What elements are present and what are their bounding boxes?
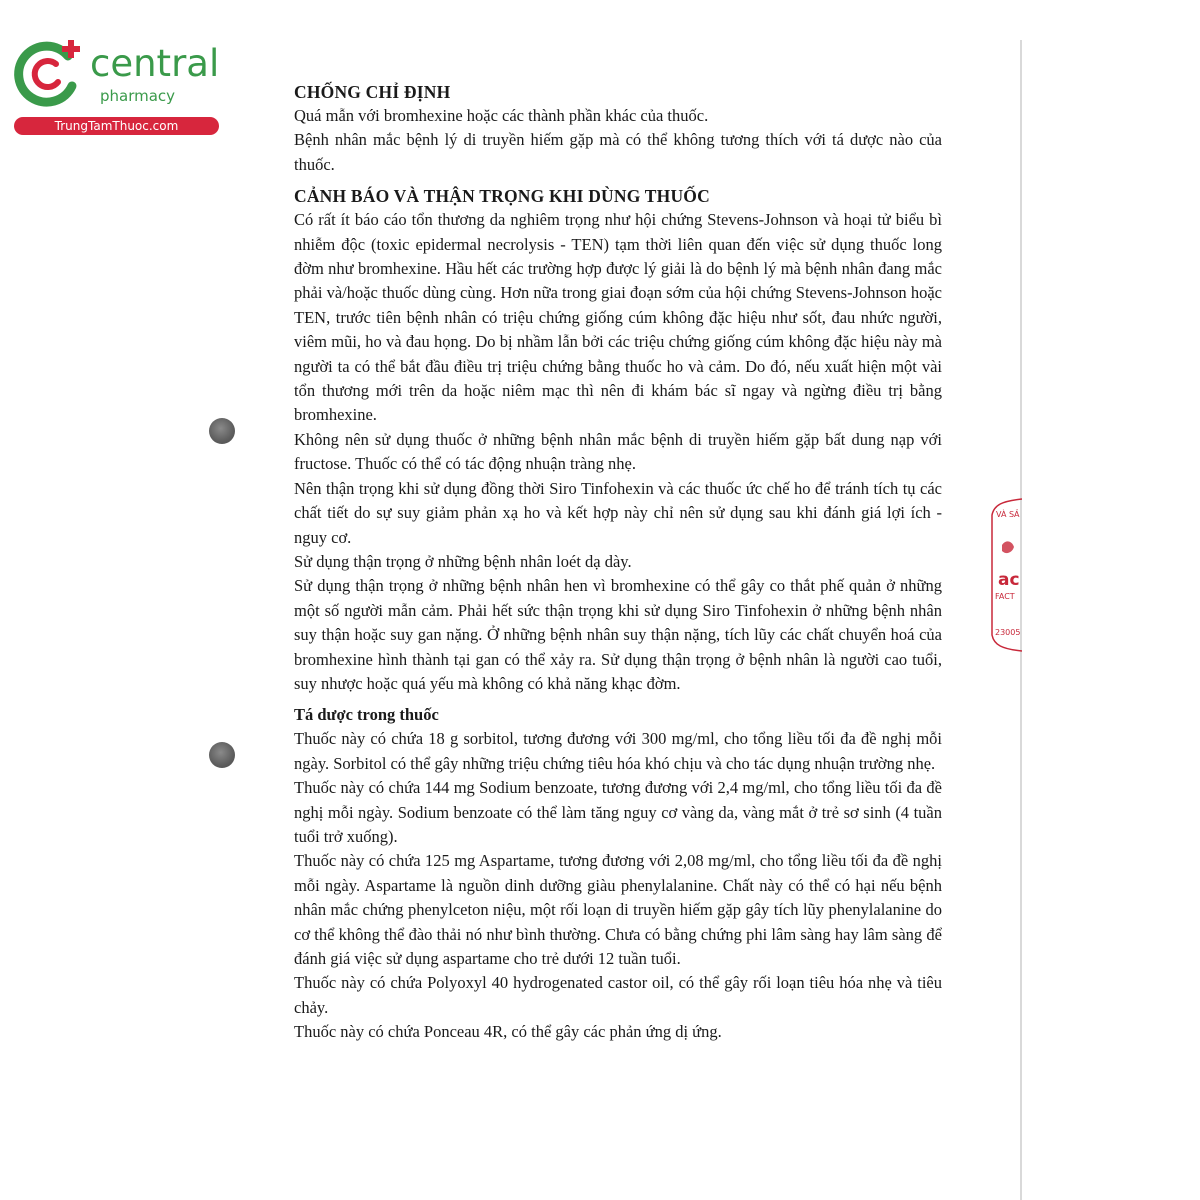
paragraph: Nên thận trọng khi sử dụng đồng thời Siro Tinfohexin và các thuốc ức chế ho để tránh tích tụ các chất tiết do sự suy giảm phản xạ ho và kết hợp này chỉ nên sử dụng sau khi đánh giá lợi ích - nguy cơ. xyxy=(294,478,942,547)
brand-name: central xyxy=(90,42,220,85)
section-heading-excipients: Tá dược trong thuốc xyxy=(294,705,439,725)
paragraph: Có rất ít báo cáo tổn thương da nghiêm trọng như hội chứng Stevens-Johnson và hoại tử biểu bì nhiễm độc (toxic epidermal necrolysis - TEN) tạm thời liên quan đến việc sử dụng thuốc long đờm như bromhexine. Hầu hết các trường hợp được lý giải là do bệnh lý mà bệnh nhân đang mắc phải và/hoặc thuốc dùng cùng. Hơn nữa trong giai đoạn sớm của hội chứng Stevens-Johnson hoặc TEN, trước tiên bệnh nhân có triệu chứng giống cúm không đặc hiệu như sốt, đau nhức người, viêm mũi, ho và đau họng. Do bị nhầm lẫn bởi các triệu chứng giống cúm không đặc hiệu này mà người ta có thể bắt đầu điều trị triệu chứng bằng thuốc ho và cảm. Do đó, nếu xuất hiện một vài tổn thương mới trên da hoặc niêm mạc thì nên đi khám bác sĩ ngay và ngừng điều trị bằng bromhexine. xyxy=(294,210,942,425)
document-body xyxy=(294,80,942,1045)
svg-text:ac: ac xyxy=(998,570,1020,590)
paragraph: Thuốc này có chứa 125 mg Aspartame, tương đương với 2,08 mg/ml, cho tổng liều tối đa đề nghị mỗi ngày. Aspartame là nguồn dinh dưỡng giàu phenylalanine. Chất này có thể có hại nếu bệnh nhân mắc chứng phenylceton niệu, một rối loạn di truyền hiếm gặp gây tích lũy phenylalanine do cơ thể không thể đào thải nó như bình thường. Chưa có bằng chứng phi lâm sàng hay lâm sàng để đánh giá việc sử dụng aspartame cho trẻ dưới 12 tuần tuổi. xyxy=(294,851,942,968)
paragraph: Thuốc này có chứa Polyoxyl 40 hydrogenated castor oil, có thể gây rối loạn tiêu hóa nhẹ và tiêu chảy. xyxy=(294,973,942,1017)
paragraph: Sử dụng thận trọng ở những bệnh nhân hen vì bromhexine có thể gây co thắt phế quản ở những một số người mẫn cảm. Phải hết sức thận trọng khi sử dụng Siro Tinfohexin ở những bệnh nhân suy thận hoặc suy gan nặng. Ở những bệnh nhân suy thận nặng, tích lũy các chất chuyển hoá của bromhexine hình thành tại gan có thể xảy ra. Sử dụng thận trọng ở bệnh nhân là người cao tuổi, suy nhược hoặc quá yếu mà không có khả năng khạc đờm. xyxy=(294,576,942,693)
paragraph: Quá mẫn với bromhexine hoặc các thành phần khác của thuốc. xyxy=(294,106,709,125)
svg-text:VÀ SẢ: VÀ SẢ xyxy=(996,510,1020,519)
section-heading-contraindications: CHỐNG CHỈ ĐỊNH xyxy=(294,82,451,102)
stamp-fragment xyxy=(988,495,1022,655)
punch-hole-bottom xyxy=(209,742,235,768)
svg-text:23005: 23005 xyxy=(995,628,1021,637)
paragraph: Thuốc này có chứa Ponceau 4R, có thể gây các phản ứng dị ứng. xyxy=(294,1022,722,1042)
central-pharmacy-logo-icon xyxy=(10,38,90,110)
paragraph: Sử dụng thận trọng ở những bệnh nhân loét dạ dày. xyxy=(294,551,632,571)
svg-text:FACT: FACT xyxy=(995,592,1015,601)
paragraph: Thuốc này có chứa 18 g sorbitol, tương đương với 300 mg/ml, cho tổng liều tối đa đề nghị mỗi ngày. Sorbitol có thể gây những triệu chứng tiêu hóa khó chịu và cho tác dụng nhuận trường nhẹ. xyxy=(294,729,942,773)
central-pharmacy-logo xyxy=(10,38,220,138)
paragraph: Bệnh nhân mắc bệnh lý di truyền hiếm gặp mà có thể không tương thích với tá dược nào của thuốc. xyxy=(294,130,942,174)
paragraph: Không nên sử dụng thuốc ở những bệnh nhân mắc bệnh di truyền hiếm gặp bất dung nạp với fructose. Thuốc có thể có tác động nhuận tràng nhẹ. xyxy=(294,429,942,474)
section-heading-warnings: CẢNH BÁO VÀ THẬN TRỌNG KHI DÙNG THUỐC xyxy=(294,186,710,207)
brand-subtitle: pharmacy xyxy=(100,87,176,105)
punch-hole-top xyxy=(209,418,235,444)
paragraph: Thuốc này có chứa 144 mg Sodium benzoate, tương đương với 2,4 mg/ml, cho tổng liều tối đa đề nghị mỗi ngày. Sodium benzoate có thể làm tăng nguy cơ vàng da, vàng mắt ở trẻ sơ sinh (4 tuần tuổi trở xuống). xyxy=(294,778,942,846)
website-link[interactable]: TrungTamThuoc.com xyxy=(14,117,219,135)
